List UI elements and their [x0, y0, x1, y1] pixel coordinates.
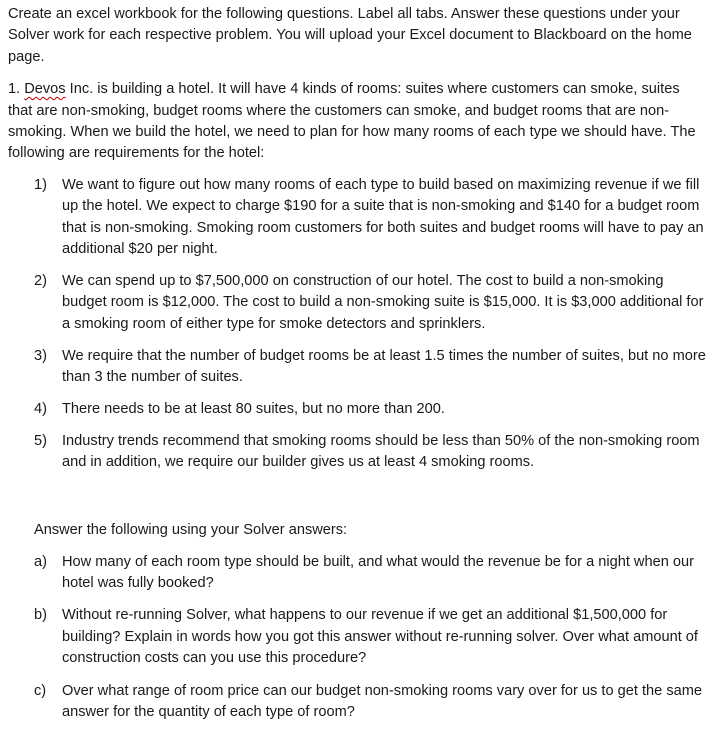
list-marker: 4)	[34, 401, 47, 417]
list-marker: 1)	[34, 176, 47, 193]
problem-number: 1.	[8, 81, 21, 98]
requirement-text: We want to figure out how many rooms of each type to build based on maximizing revenue if we fill up the hotel. We expect to charge $190 for a suite that is non-smoking and $140 for a budget room that is non-smoking. Smoking room customers for both suites and budget rooms will have to pay an additional $20 per night.	[62, 176, 704, 258]
question-item	[8, 552, 708, 595]
list-marker: 2)	[34, 272, 47, 289]
spacer	[8, 484, 708, 520]
question-text: Without re-running Solver, what happens to our revenue if we get an additional $1,500,000 for building? Explain in words how you got this answer without re-running solver. Over what amount of construction costs can you use this procedure?	[62, 607, 698, 667]
company-name-misspelled: Devos	[24, 81, 66, 98]
list-marker: b)	[34, 607, 47, 624]
requirement-text: Industry trends recommend that smoking rooms should be less than 50% of the non-smoking room and in addition, we require our builder gives us at least 4 smoking rooms.	[62, 432, 700, 471]
questions-list	[8, 552, 708, 724]
question-item	[8, 681, 708, 724]
list-marker: c)	[34, 682, 47, 699]
question-text: Over what range of room price can our budget non-smoking rooms vary over for us to get the same answer for the quantity of each type of room?	[62, 682, 703, 721]
list-marker: 5)	[34, 432, 47, 449]
requirement-text: There needs to be at least 80 suites, but no more than 200.	[62, 401, 445, 417]
requirement-text: We require that the number of budget rooms be at least 1.5 times the number of suites, but no more than 3 the number of suites.	[62, 347, 706, 386]
requirement-item	[8, 175, 708, 261]
intro-paragraph: Create an excel workbook for the following questions. Label all tabs. Answer these questions under your Solver work for each respective problem. You will upload your Excel document to Blackboard on the home page.	[8, 6, 692, 65]
problem-1-lead	[8, 79, 708, 165]
requirement-item	[8, 271, 708, 335]
problem-lead-text: Inc. is building a hotel. It will have 4 kinds of rooms: suites where customers can smoke, suites that are non-smoking, budget rooms where the customers can smoke, and budget rooms that are non-smoking. When we build the hotel, we need to plan for how many rooms of each type we should have. The following are requirements for the hotel:	[8, 81, 696, 162]
list-marker: a)	[34, 553, 47, 570]
question-item	[8, 605, 708, 669]
requirement-item	[8, 346, 708, 389]
requirement-item	[8, 431, 708, 474]
requirements-list	[8, 175, 708, 474]
requirement-text: We can spend up to $7,500,000 on construction of our hotel. The cost to build a non-smoking budget room is $12,000. The cost to build a non-smoking suite is $15,000. It is $3,000 additional for a smoking room of either type for smoke detectors and sprinklers.	[62, 272, 704, 332]
list-marker: 3)	[34, 347, 47, 364]
question-text: How many of each room type should be built, and what would the revenue be for a night when our hotel was fully booked?	[62, 553, 694, 592]
answers-lead: Answer the following using your Solver answers:	[34, 522, 348, 539]
requirement-item	[8, 399, 708, 420]
